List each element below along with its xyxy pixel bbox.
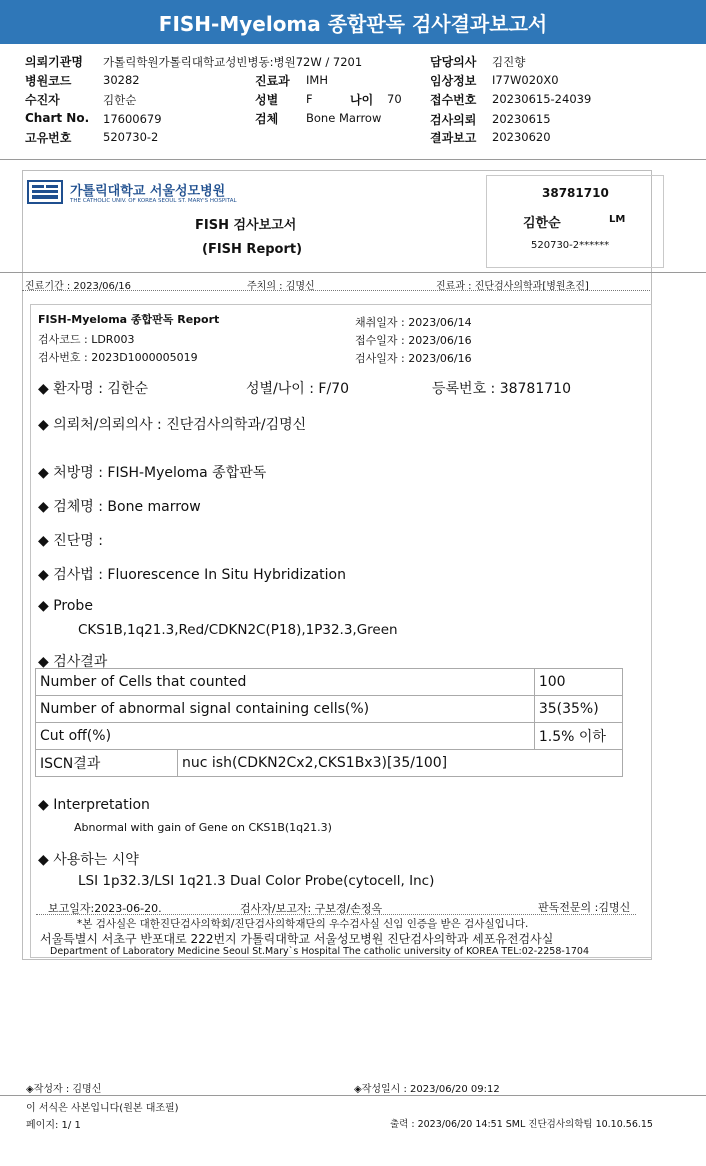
result-row-label: Number of Cells that counted bbox=[36, 669, 535, 696]
header-label: 병원코드 bbox=[25, 74, 72, 88]
table-row bbox=[36, 723, 623, 750]
visit-line-bottom bbox=[22, 290, 650, 291]
referrer-line: ◆ 의뢰처/의뢰의사 : 진단검사의학과/김명신 bbox=[38, 417, 307, 433]
header-label: 접수번호 bbox=[430, 93, 477, 107]
header-value: 김한순 bbox=[103, 93, 137, 107]
header-value: IMH bbox=[306, 73, 328, 87]
header-label: 성별 bbox=[255, 93, 279, 107]
author: ◈작성자 : 김명신 bbox=[26, 1084, 102, 1095]
patient-name: 김한순 bbox=[523, 216, 561, 231]
test-code: 검사코드 : LDR003 bbox=[38, 333, 135, 346]
diagnosis-line: ◆ 진단명 : bbox=[38, 533, 103, 549]
interpretation-value: Abnormal with gain of Gene on CKS1B(1q21.3) bbox=[74, 821, 332, 834]
patient-dept: LM bbox=[609, 214, 626, 225]
header-value: 520730-2 bbox=[103, 130, 159, 144]
copy-note: 이 서식은 사본입니다(원본 대조필) bbox=[26, 1103, 179, 1114]
header-value: I77W020X0 bbox=[492, 73, 559, 87]
footer-divider bbox=[0, 1095, 706, 1096]
reagent-value: LSI 1p32.3/LSI 1q21.3 Dual Color Probe(cytocell, Inc) bbox=[78, 873, 435, 889]
prescription-line: ◆ 처방명 : FISH-Myeloma 종합판독 bbox=[38, 465, 267, 481]
collected-date: 채취일자 : 2023/06/14 bbox=[355, 316, 472, 329]
header-label: 임상정보 bbox=[430, 74, 477, 88]
iscn-value: nuc ish(CDKN2Cx2,CKS1Bx3)[35/100] bbox=[178, 750, 623, 777]
header-label: 검사의뢰 bbox=[430, 113, 477, 127]
visit-dept: 진료과 : 진단검사의학과[병원초진] bbox=[436, 281, 589, 292]
table-row bbox=[36, 669, 623, 696]
report-title: FISH 검사보고서 bbox=[195, 218, 297, 233]
header-value: 가톨릭학원가톨릭대학교성빈병동:병원72W / 7201 bbox=[103, 55, 363, 69]
specimen-line: ◆ 검체명 : Bone marrow bbox=[38, 499, 201, 515]
result-row-value: 1.5% 이하 bbox=[534, 723, 622, 750]
visit-period: 진료기간 : 2023/06/16 bbox=[25, 281, 132, 292]
header-label: 의뢰기관명 bbox=[25, 55, 83, 69]
written-at: ◈작성일시 : 2023/06/20 09:12 bbox=[354, 1084, 500, 1095]
header-divider bbox=[0, 159, 706, 160]
lab-address: 서울특별시 서초구 반포대로 222번지 가톨릭대학교 서울성모병원 진단검사의학과 세포유전검사실 bbox=[40, 932, 554, 946]
printed-at: 출력 : 2023/06/20 14:51 SML 진단검사의학팀 10.10.56.15 bbox=[390, 1119, 653, 1130]
tested-date: 검사일자 : 2023/06/16 bbox=[355, 352, 472, 365]
probe-label: ◆ Probe bbox=[38, 598, 93, 614]
certification-note: *본 검사실은 대한진단검사의학회/진단검사의학재단의 우수검사실 신임 인증을 받은 검사실입니다. bbox=[77, 918, 529, 930]
header-value: 김진향 bbox=[492, 55, 526, 69]
header-label: 나이 bbox=[350, 93, 374, 107]
header-value: 30282 bbox=[103, 73, 140, 87]
header-value: F bbox=[306, 92, 313, 106]
report-date: 보고일자:2023-06-20. bbox=[48, 902, 162, 915]
header-label: 검체 bbox=[255, 112, 279, 126]
result-table bbox=[35, 668, 623, 777]
header-value: Bone Marrow bbox=[306, 111, 382, 125]
reagent-label: ◆ 사용하는 시약 bbox=[38, 852, 139, 868]
specialist: 판독전문의 :김명신 bbox=[538, 901, 631, 914]
hospital-name-en: THE CATHOLIC UNIV. OF KOREA SEOUL ST. MARY'S HOSPITAL bbox=[70, 198, 237, 204]
header-value: 70 bbox=[387, 92, 402, 106]
header-value: 17600679 bbox=[103, 112, 162, 126]
sex-age: 성별/나이 : F/70 bbox=[246, 381, 350, 397]
header-value: 20230615 bbox=[492, 112, 551, 126]
header-label: 수진자 bbox=[25, 93, 60, 107]
header-label: 담당의사 bbox=[430, 55, 477, 69]
result-row-value: 100 bbox=[534, 669, 622, 696]
result-row-label: Cut off(%) bbox=[36, 723, 535, 750]
registration-no: 등록번호 : 38781710 bbox=[432, 381, 571, 397]
iscn-label: ISCN결과 bbox=[36, 750, 178, 777]
header-label: 결과보고 bbox=[430, 131, 477, 145]
document-title: FISH-Myeloma 종합판독 검사결과보고서 bbox=[0, 0, 706, 44]
header-label: Chart No. bbox=[25, 111, 90, 125]
header-label: 진료과 bbox=[255, 74, 290, 88]
interpretation-label: ◆ Interpretation bbox=[38, 797, 150, 813]
table-row bbox=[36, 750, 623, 777]
header-label: 고유번호 bbox=[25, 131, 72, 145]
header-value: 20230620 bbox=[492, 130, 551, 144]
header-value: 20230615-24039 bbox=[492, 92, 592, 106]
result-row-value: 35(35%) bbox=[534, 696, 622, 723]
page-number: 페이지: 1/ 1 bbox=[26, 1120, 81, 1131]
signature-line bbox=[36, 914, 636, 915]
received-date: 접수일자 : 2023/06/16 bbox=[355, 334, 472, 347]
visit-line-top bbox=[0, 272, 706, 273]
test-name: FISH-Myeloma 종합판독 Report bbox=[38, 313, 220, 326]
patient-id: 520730-2****** bbox=[531, 240, 610, 251]
report-subtitle: (FISH Report) bbox=[202, 242, 303, 257]
visit-physician: 주치의 : 김명신 bbox=[247, 281, 315, 292]
patient-reg-no: 38781710 bbox=[542, 186, 609, 200]
method-line: ◆ 검사법 : Fluorescence In Situ Hybridization bbox=[38, 567, 346, 583]
lab-address-en: Department of Laboratory Medicine Seoul St.Mary`s Hospital The catholic university of KOREA TEL:02-2258-1704 bbox=[50, 946, 590, 957]
result-row-label: Number of abnormal signal containing cells(%) bbox=[36, 696, 535, 723]
reporter: 검사자/보고자: 구보경/손정옥 bbox=[240, 902, 383, 915]
table-row bbox=[36, 696, 623, 723]
test-number: 검사번호 : 2023D1000005019 bbox=[38, 351, 198, 364]
patient-name-line: ◆ 환자명 : 김한순 bbox=[38, 381, 148, 397]
hospital-logo-icon bbox=[27, 180, 63, 204]
hospital-name: 가톨릭대학교 서울성모병원 bbox=[70, 184, 226, 199]
probe-value: CKS1B,1q21.3,Red/CDKN2C(P18),1P32.3,Green bbox=[78, 622, 398, 638]
result-label: ◆ 검사결과 bbox=[38, 654, 108, 670]
